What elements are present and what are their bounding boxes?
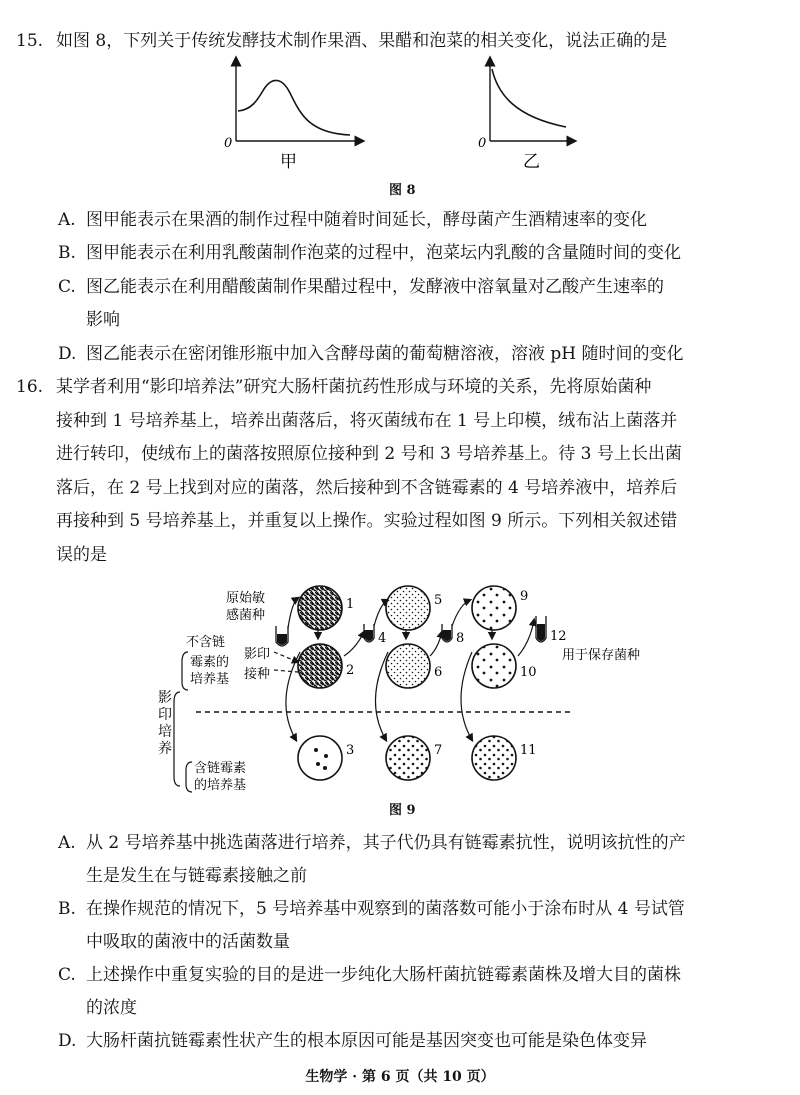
arrow-replica-dash xyxy=(274,670,298,672)
test-tube-4 xyxy=(364,624,374,642)
plate-7 xyxy=(386,736,430,780)
label-store: 用于保存菌种 xyxy=(562,648,641,663)
colony xyxy=(314,748,318,752)
q16-option-c xyxy=(58,964,681,986)
plate-number: 6 xyxy=(434,665,443,680)
test-tube-8 xyxy=(442,624,452,642)
figure-9-caption: 图 9 xyxy=(389,803,416,818)
tube-number: 12 xyxy=(550,629,567,644)
q16-option-b-cont: 中吸取的菌液中的活菌数量 xyxy=(86,932,290,952)
q16-option-c-cont: 的浓度 xyxy=(86,998,137,1018)
label-original-1: 原始敏 xyxy=(226,591,266,606)
arrow-6-to-tube8 xyxy=(430,632,442,656)
plate-number: 2 xyxy=(346,663,355,678)
question-15-stem xyxy=(16,30,667,52)
figure-9 xyxy=(150,572,641,800)
question-16-number: 16. xyxy=(16,377,44,397)
plate-number: 9 xyxy=(520,589,529,604)
bracket-with-strep xyxy=(186,762,192,792)
graph-yi-label: 乙 xyxy=(523,152,540,172)
side-label-1: 影 xyxy=(158,690,172,706)
option-label: B. xyxy=(58,243,76,263)
colony xyxy=(316,762,320,766)
plate-5 xyxy=(386,586,430,630)
question-15-number: 15. xyxy=(16,31,44,51)
graph-yi-origin: 0 xyxy=(478,136,487,151)
plate-number: 3 xyxy=(346,743,355,758)
question-16-line: 落后，在 2 号上找到对应的菌落，然后接种到不含链霉素的 4 号培养液中，培养后 xyxy=(56,478,678,498)
test-tube-original xyxy=(276,626,288,646)
q16-option-a-cont: 生是发生在与链霉素接触之前 xyxy=(86,866,307,886)
plate-6 xyxy=(386,644,430,688)
arrow-tube8-to-9 xyxy=(452,600,470,626)
question-16-line: 进行转印，使绒布上的菌落按照原位接种到 2 号和 3 号培养基上。待 3 号上长出菌 xyxy=(56,444,682,464)
label-no-strep-3: 培养基 xyxy=(190,672,230,687)
plate-1 xyxy=(298,586,342,630)
test-tube-12 xyxy=(536,616,546,642)
figure-8-caption: 图 8 xyxy=(389,183,416,198)
plate-number: 11 xyxy=(520,743,537,758)
label-with-strep-2: 的培养基 xyxy=(194,778,247,793)
colony xyxy=(324,754,328,758)
arrow-original-to-1 xyxy=(288,598,298,628)
graph-jia-label: 甲 xyxy=(280,152,297,172)
option-label: D. xyxy=(58,1031,77,1051)
label-no-strep-1: 不含链 xyxy=(186,635,226,650)
q15-option-d xyxy=(58,343,684,365)
label-original-2: 感菌种 xyxy=(226,608,266,623)
graph-jia-origin: 0 xyxy=(224,136,233,151)
arrow-9-to-11 xyxy=(461,652,472,740)
option-text: 大肠杆菌抗链霉素性状产生的根本原因可能是基因突变也可能是染色体变异 xyxy=(86,1031,647,1051)
plate-number: 10 xyxy=(520,665,537,680)
arrow-replica-to-2 xyxy=(274,652,298,662)
option-text: 图甲能表示在果酒的制作过程中随着时间延长，酵母菌产生酒精速率的变化 xyxy=(86,210,647,230)
plate-number: 5 xyxy=(434,593,443,608)
bracket-no-strep xyxy=(182,652,188,690)
plate-11 xyxy=(472,736,516,780)
colony xyxy=(323,766,327,770)
question-15-text: 如图 8，下列关于传统发酵技术制作果酒、果醋和泡菜的相关变化，说法正确的是 xyxy=(56,31,668,51)
page-footer: 生物学 · 第 6 页（共 10 页） xyxy=(305,1069,495,1085)
label-replica-2: 接种 xyxy=(244,667,271,682)
q15-option-a xyxy=(58,209,647,231)
graph-jia-curve xyxy=(238,80,350,135)
label-no-strep-2: 霉素的 xyxy=(190,655,230,670)
plate-9 xyxy=(472,586,516,630)
option-text: 图乙能表示在利用醋酸菌制作果醋过程中，发酵液中溶氧量对乙酸产生速率的 xyxy=(86,277,664,297)
q16-option-a xyxy=(58,832,686,854)
option-label: B. xyxy=(58,899,76,919)
label-replica-1: 影印 xyxy=(244,647,271,662)
tube-number: 8 xyxy=(456,631,465,646)
option-label: A. xyxy=(58,833,76,853)
plate-2 xyxy=(298,644,342,688)
plate-10 xyxy=(472,644,516,688)
graph-yi-curve xyxy=(492,69,566,127)
side-label-4: 养 xyxy=(158,741,172,757)
q16-option-b xyxy=(58,898,685,920)
question-16-line: 再接种到 5 号培养基上，并重复以上操作。实验过程如图 9 所示。下列相关叙述错 xyxy=(56,511,678,531)
option-text: 从 2 号培养基中挑选菌落进行培养，其子代仍具有链霉素抗性，说明该抗性的产 xyxy=(86,833,686,853)
q15-option-b xyxy=(58,242,681,264)
option-label: C. xyxy=(58,277,76,297)
q16-option-d xyxy=(58,1030,647,1052)
option-text: 在操作规范的情况下，5 号培养基中观察到的菌落数可能小于涂布时从 4 号试管 xyxy=(86,899,685,919)
question-16-line: 误的是 xyxy=(56,545,107,565)
option-text: 图乙能表示在密闭锥形瓶中加入含酵母菌的葡萄糖溶液，溶液 pH 随时间的变化 xyxy=(86,344,684,364)
question-16-stem xyxy=(16,376,651,398)
label-with-strep-1: 含链霉素 xyxy=(194,761,247,776)
plate-3 xyxy=(298,736,342,780)
option-label: D. xyxy=(58,344,77,364)
side-label-3: 培 xyxy=(158,724,172,740)
plate-number: 7 xyxy=(434,743,443,758)
option-text: 上述操作中重复实验的目的是进一步纯化大肠杆菌抗链霉素菌株及增大目的菌株 xyxy=(86,965,681,985)
arrow-10-to-tube12 xyxy=(518,620,534,656)
option-label: A. xyxy=(58,210,76,230)
option-text: 图甲能表示在利用乳酸菌制作泡菜的过程中，泡菜坛内乳酸的含量随时间的变化 xyxy=(86,243,681,263)
q15-option-c xyxy=(58,276,664,298)
plate-number: 1 xyxy=(346,597,355,612)
side-label-2: 印 xyxy=(158,707,172,723)
figure-8 xyxy=(200,55,600,180)
tube-number: 4 xyxy=(378,631,387,646)
q15-option-c-cont: 影响 xyxy=(86,310,120,330)
question-16-line: 接种到 1 号培养基上，培养出菌落后，将灭菌绒布在 1 号上印模，绒布沾上菌落并 xyxy=(56,411,678,431)
question-16-line: 某学者利用“影印培养法”研究大肠杆菌抗药性形成与环境的关系，先将原始菌种 xyxy=(56,377,652,397)
option-label: C. xyxy=(58,965,76,985)
arrow-2-to-tube4 xyxy=(344,632,364,656)
side-brace xyxy=(174,692,180,786)
